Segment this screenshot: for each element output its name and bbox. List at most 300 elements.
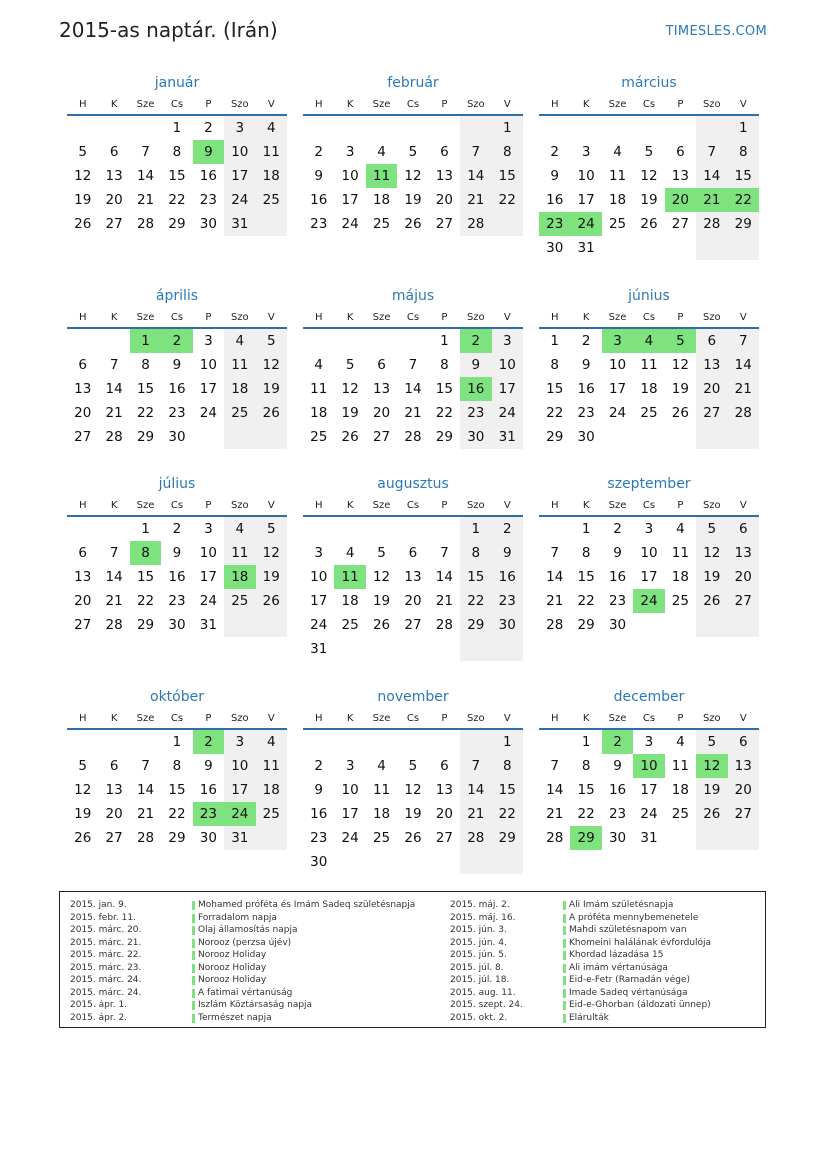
- empty-cell: [397, 115, 428, 140]
- weekday-header: K: [570, 307, 601, 328]
- month-name: február: [387, 75, 439, 91]
- day-cell: 25: [640, 405, 658, 421]
- week-row: [539, 401, 759, 425]
- day-cell: 17: [341, 192, 359, 208]
- day-cell: 4: [377, 144, 386, 160]
- legend-marker: [563, 1001, 566, 1010]
- week-row: [67, 565, 287, 589]
- legend-item: [70, 987, 440, 1000]
- legend-holiday-name: Norooz Holiday: [198, 962, 267, 973]
- day-cell: 20: [696, 377, 727, 401]
- day-cell: 5: [696, 516, 727, 541]
- day-cell: 28: [696, 212, 727, 236]
- day-cell: 11: [640, 357, 658, 373]
- month-9: [67, 686, 287, 850]
- day-cell: 31: [224, 826, 255, 850]
- day-cell: 15: [492, 164, 523, 188]
- day-cell: 25: [671, 806, 689, 822]
- day-cell: 1: [172, 734, 182, 750]
- day-cell: 4: [676, 521, 685, 537]
- weekday-header: Cs: [397, 94, 428, 115]
- legend-holiday-name: Eid-e-Fetr (Ramadán vége): [569, 975, 691, 985]
- day-cell: 13: [404, 569, 422, 585]
- day-cell: 1: [440, 333, 449, 349]
- page-title: 2015-as naptár. (Irán): [59, 18, 278, 42]
- empty-cell: [67, 328, 98, 353]
- empty-cell: [98, 115, 129, 140]
- weekday-header: V: [728, 94, 759, 115]
- day-cell: 10: [341, 782, 359, 798]
- day-cell: 24: [608, 405, 627, 421]
- weekday-header: K: [334, 94, 365, 115]
- day-cell: 2: [314, 144, 323, 160]
- legend-holiday-name: Norooz Holiday: [198, 975, 267, 985]
- empty-cell: [429, 115, 460, 140]
- day-cell: 21: [136, 806, 155, 822]
- day-cell: 15: [546, 381, 564, 397]
- legend-item: [450, 999, 750, 1012]
- month-table: [303, 708, 523, 874]
- day-cell: 7: [728, 328, 759, 353]
- day-cell: 14: [105, 569, 123, 585]
- empty-cell: [539, 729, 570, 754]
- weekday-header: P: [429, 708, 460, 729]
- day-cell: 12: [256, 353, 287, 377]
- holiday-day-cell: 2: [161, 328, 192, 353]
- empty-cell: [256, 613, 287, 637]
- day-cell: 26: [404, 216, 422, 232]
- day-cell: 17: [492, 377, 523, 401]
- weekday-header: P: [193, 94, 224, 115]
- legend-marker: [192, 1001, 195, 1010]
- day-cell: 5: [696, 729, 727, 754]
- empty-cell: [728, 613, 759, 637]
- day-cell: 26: [640, 216, 658, 232]
- day-cell: 17: [577, 192, 595, 208]
- day-cell: 25: [372, 830, 391, 846]
- day-cell: 24: [341, 830, 359, 846]
- day-cell: 3: [204, 521, 213, 537]
- legend-date: 2015. okt. 2.: [450, 1012, 508, 1023]
- day-cell: 16: [199, 168, 217, 184]
- holiday-day-cell: 5: [665, 328, 696, 353]
- weekday-header: H: [67, 307, 98, 328]
- day-cell: 24: [310, 617, 328, 633]
- empty-cell: [665, 826, 696, 850]
- month-table: [67, 94, 287, 236]
- day-cell: 6: [676, 144, 685, 160]
- day-cell: 18: [372, 192, 391, 208]
- empty-cell: [460, 637, 491, 661]
- month-10: [303, 686, 523, 874]
- legend-marker: [192, 989, 195, 998]
- empty-cell: [602, 425, 633, 449]
- day-cell: 31: [640, 830, 658, 846]
- week-row: [539, 754, 759, 778]
- day-cell: 28: [435, 617, 453, 633]
- day-cell: 27: [404, 617, 422, 633]
- legend-holiday-name: Természet napja: [198, 1012, 272, 1023]
- day-cell: 9: [172, 545, 182, 561]
- holiday-day-cell: 23: [539, 212, 570, 236]
- day-cell: 6: [109, 144, 119, 160]
- day-cell: 24: [199, 593, 217, 609]
- day-cell: 27: [671, 216, 689, 232]
- weekday-header: Sze: [130, 495, 161, 516]
- day-cell: 25: [224, 589, 255, 613]
- day-cell: 17: [341, 806, 359, 822]
- legend-date: 2015. márc. 22.: [70, 950, 142, 960]
- day-cell: 15: [577, 782, 595, 798]
- week-row: [303, 778, 523, 802]
- day-cell: 12: [640, 168, 658, 184]
- day-cell: 26: [341, 429, 359, 445]
- weekday-header: Sze: [366, 94, 397, 115]
- weekday-header: Cs: [161, 307, 192, 328]
- empty-cell: [397, 328, 428, 353]
- site-logo[interactable]: TIMESLES.COM: [665, 24, 767, 39]
- weekday-header: Szo: [460, 495, 491, 516]
- empty-cell: [696, 236, 727, 260]
- day-cell: 18: [671, 569, 689, 585]
- day-cell: 11: [224, 353, 255, 377]
- weekday-header: H: [539, 307, 570, 328]
- month-table: [303, 94, 523, 236]
- day-cell: 4: [224, 328, 255, 353]
- week-row: [303, 729, 523, 754]
- day-cell: 18: [608, 192, 627, 208]
- weekday-header: Sze: [366, 307, 397, 328]
- legend-date: 2015. márc. 24.: [70, 987, 142, 998]
- day-cell: 13: [435, 168, 453, 184]
- month-6: [67, 473, 287, 637]
- weekday-header: V: [728, 495, 759, 516]
- legend-holiday-name: Forradalom napja: [198, 912, 277, 923]
- day-cell: 8: [460, 541, 491, 565]
- day-cell: 16: [577, 381, 595, 397]
- legend-holiday-name: Khordad lázadása 15: [569, 950, 664, 960]
- day-cell: 22: [136, 593, 155, 609]
- day-cell: 25: [671, 593, 689, 609]
- weekday-header-row: [67, 495, 287, 516]
- day-cell: 3: [224, 729, 255, 754]
- day-cell: 22: [460, 589, 491, 613]
- weekday-header: Szo: [696, 495, 727, 516]
- empty-cell: [366, 850, 397, 874]
- week-row: [539, 115, 759, 140]
- empty-cell: [334, 637, 365, 661]
- week-row: [539, 188, 759, 212]
- weekday-header: V: [492, 307, 523, 328]
- legend-item: [450, 962, 750, 975]
- legend-date: 2015. jan. 9.: [70, 900, 127, 910]
- day-cell: 30: [168, 429, 186, 445]
- week-row: [539, 541, 759, 565]
- day-cell: 26: [256, 401, 287, 425]
- day-cell: 13: [74, 569, 92, 585]
- week-row: [303, 637, 523, 661]
- day-cell: 7: [460, 140, 491, 164]
- legend-item: [450, 924, 750, 937]
- day-cell: 1: [172, 120, 182, 136]
- week-row: [539, 328, 759, 353]
- weekday-header-row: [303, 307, 523, 328]
- empty-cell: [366, 115, 397, 140]
- day-cell: 25: [608, 216, 627, 232]
- month-0: [67, 72, 287, 236]
- day-cell: 5: [408, 144, 418, 160]
- day-cell: 25: [256, 188, 287, 212]
- month-table: [67, 307, 287, 449]
- empty-cell: [665, 115, 696, 140]
- day-cell: 30: [608, 830, 627, 846]
- day-cell: 23: [492, 589, 523, 613]
- legend-date: 2015. júl. 18.: [450, 975, 510, 985]
- weekday-header: V: [256, 708, 287, 729]
- day-cell: 17: [640, 569, 658, 585]
- week-row: [67, 541, 287, 565]
- weekday-header: Cs: [161, 94, 192, 115]
- legend-item: [70, 937, 440, 950]
- holiday-day-cell: 21: [696, 188, 727, 212]
- month-name: június: [628, 288, 670, 304]
- day-cell: 8: [440, 357, 449, 373]
- day-cell: 22: [136, 405, 155, 421]
- day-cell: 31: [492, 425, 523, 449]
- weekday-header: P: [429, 94, 460, 115]
- legend-item: [450, 987, 750, 1000]
- empty-cell: [130, 115, 161, 140]
- month-name: március: [621, 75, 677, 91]
- weekday-header: Cs: [633, 94, 664, 115]
- weekday-header: V: [728, 708, 759, 729]
- day-cell: 28: [728, 401, 759, 425]
- legend-holiday-name: Imade Sadeq vértanúsága: [569, 987, 688, 998]
- day-cell: 5: [256, 328, 287, 353]
- empty-cell: [67, 729, 98, 754]
- day-cell: 18: [256, 778, 287, 802]
- weekday-header: K: [334, 708, 365, 729]
- day-cell: 13: [728, 754, 759, 778]
- day-cell: 5: [644, 144, 654, 160]
- day-cell: 28: [546, 617, 564, 633]
- month-name: július: [158, 476, 196, 492]
- empty-cell: [303, 328, 334, 353]
- legend-marker: [563, 951, 566, 960]
- empty-cell: [665, 613, 696, 637]
- empty-cell: [397, 516, 428, 541]
- day-cell: 14: [435, 569, 453, 585]
- weekday-header: V: [256, 307, 287, 328]
- weekday-header: H: [303, 307, 334, 328]
- week-row: [303, 541, 523, 565]
- day-cell: 29: [728, 212, 759, 236]
- weekday-header-row: [539, 495, 759, 516]
- week-row: [67, 377, 287, 401]
- day-cell: 3: [345, 758, 355, 774]
- day-cell: 21: [546, 806, 564, 822]
- weekday-header: K: [98, 708, 129, 729]
- week-row: [67, 401, 287, 425]
- week-row: [67, 425, 287, 449]
- weekday-header: K: [570, 708, 601, 729]
- weekday-header: P: [665, 94, 696, 115]
- week-row: [303, 565, 523, 589]
- week-row: [539, 729, 759, 754]
- legend-date: 2015. márc. 24.: [70, 975, 142, 985]
- day-cell: 16: [310, 806, 328, 822]
- day-cell: 29: [577, 617, 595, 633]
- holiday-legend: [59, 891, 766, 1028]
- day-cell: 30: [608, 617, 627, 633]
- day-cell: 9: [492, 541, 523, 565]
- month-5: [539, 285, 759, 449]
- day-cell: 28: [546, 830, 564, 846]
- day-cell: 11: [256, 754, 287, 778]
- day-cell: 13: [105, 168, 123, 184]
- day-cell: 20: [372, 405, 391, 421]
- day-cell: 6: [78, 357, 87, 373]
- day-cell: 3: [581, 144, 591, 160]
- holiday-day-cell: 24: [633, 589, 664, 613]
- month-table: [67, 708, 287, 850]
- holiday-day-cell: 2: [602, 729, 633, 754]
- month-name: október: [150, 689, 204, 705]
- legend-holiday-name: Olaj államosítás napja: [198, 925, 298, 935]
- day-cell: 13: [74, 381, 92, 397]
- weekday-header: P: [429, 495, 460, 516]
- empty-cell: [633, 613, 664, 637]
- holiday-day-cell: 24: [224, 802, 255, 826]
- day-cell: 13: [372, 381, 391, 397]
- legend-date: 2015. márc. 21.: [70, 937, 142, 948]
- empty-cell: [366, 328, 397, 353]
- week-row: [67, 589, 287, 613]
- week-row: [67, 613, 287, 637]
- empty-cell: [539, 115, 570, 140]
- day-cell: 11: [671, 545, 689, 561]
- day-cell: 7: [550, 545, 559, 561]
- empty-cell: [224, 613, 255, 637]
- week-row: [303, 353, 523, 377]
- month-11: [539, 686, 759, 850]
- day-cell: 1: [550, 333, 559, 349]
- legend-date: 2015. márc. 20.: [70, 925, 142, 935]
- weekday-header: K: [98, 307, 129, 328]
- legend-item: [70, 962, 440, 975]
- day-cell: 21: [546, 593, 564, 609]
- day-cell: 14: [696, 164, 727, 188]
- week-row: [539, 516, 759, 541]
- day-cell: 27: [372, 429, 391, 445]
- day-cell: 29: [168, 216, 186, 232]
- day-cell: 24: [640, 806, 658, 822]
- empty-cell: [193, 425, 224, 449]
- week-row: [539, 613, 759, 637]
- weekday-header-row: [303, 495, 523, 516]
- day-cell: 7: [141, 144, 150, 160]
- day-cell: 19: [372, 593, 391, 609]
- legend-marker: [192, 1014, 195, 1023]
- day-cell: 12: [671, 357, 689, 373]
- day-cell: 8: [581, 758, 591, 774]
- day-cell: 22: [492, 188, 523, 212]
- day-cell: 26: [696, 589, 727, 613]
- day-cell: 23: [608, 593, 627, 609]
- legend-holiday-name: A próféta mennybemenetele: [569, 912, 699, 923]
- legend-date: 2015. szept. 24.: [450, 1000, 523, 1010]
- holiday-day-cell: 23: [193, 802, 224, 826]
- day-cell: 6: [109, 758, 119, 774]
- day-cell: 5: [78, 758, 87, 774]
- weekday-header: V: [492, 708, 523, 729]
- weekday-header: Sze: [366, 495, 397, 516]
- empty-cell: [334, 729, 365, 754]
- day-cell: 14: [460, 778, 491, 802]
- day-cell: 16: [168, 381, 186, 397]
- day-cell: 20: [435, 806, 453, 822]
- day-cell: 2: [172, 521, 182, 537]
- day-cell: 19: [671, 381, 689, 397]
- month-2: [539, 72, 759, 260]
- day-cell: 14: [105, 381, 123, 397]
- week-row: [303, 516, 523, 541]
- day-cell: 11: [372, 782, 391, 798]
- day-cell: 23: [577, 405, 595, 421]
- day-cell: 6: [377, 357, 386, 373]
- day-cell: 22: [168, 192, 186, 208]
- day-cell: 19: [404, 192, 422, 208]
- week-row: [539, 589, 759, 613]
- legend-column-left: [70, 899, 440, 1024]
- day-cell: 8: [172, 144, 182, 160]
- day-cell: 18: [341, 593, 359, 609]
- day-cell: 9: [460, 353, 491, 377]
- day-cell: 23: [608, 806, 627, 822]
- day-cell: 28: [460, 826, 491, 850]
- day-cell: 26: [671, 405, 689, 421]
- day-cell: 18: [671, 782, 689, 798]
- holiday-day-cell: 24: [570, 212, 601, 236]
- month-name: január: [154, 75, 200, 91]
- day-cell: 29: [460, 613, 491, 637]
- day-cell: 1: [492, 115, 523, 140]
- day-cell: 27: [728, 589, 759, 613]
- day-cell: 10: [310, 569, 328, 585]
- empty-cell: [539, 516, 570, 541]
- legend-item: [70, 924, 440, 937]
- day-cell: 9: [550, 168, 559, 184]
- month-name: április: [155, 288, 199, 304]
- day-cell: 18: [640, 381, 658, 397]
- legend-item: [450, 949, 750, 962]
- day-cell: 11: [224, 541, 255, 565]
- day-cell: 15: [168, 782, 186, 798]
- day-cell: 4: [613, 144, 622, 160]
- month-table: [539, 495, 759, 637]
- day-cell: 1: [581, 521, 591, 537]
- week-row: [303, 377, 523, 401]
- day-cell: 4: [377, 758, 386, 774]
- week-row: [67, 164, 287, 188]
- weekday-header-row: [539, 307, 759, 328]
- day-cell: 15: [136, 569, 155, 585]
- legend-marker: [192, 976, 195, 985]
- day-cell: 23: [168, 593, 186, 609]
- legend-column-right: [450, 899, 750, 1024]
- legend-item: [450, 1012, 750, 1025]
- legend-item: [450, 899, 750, 912]
